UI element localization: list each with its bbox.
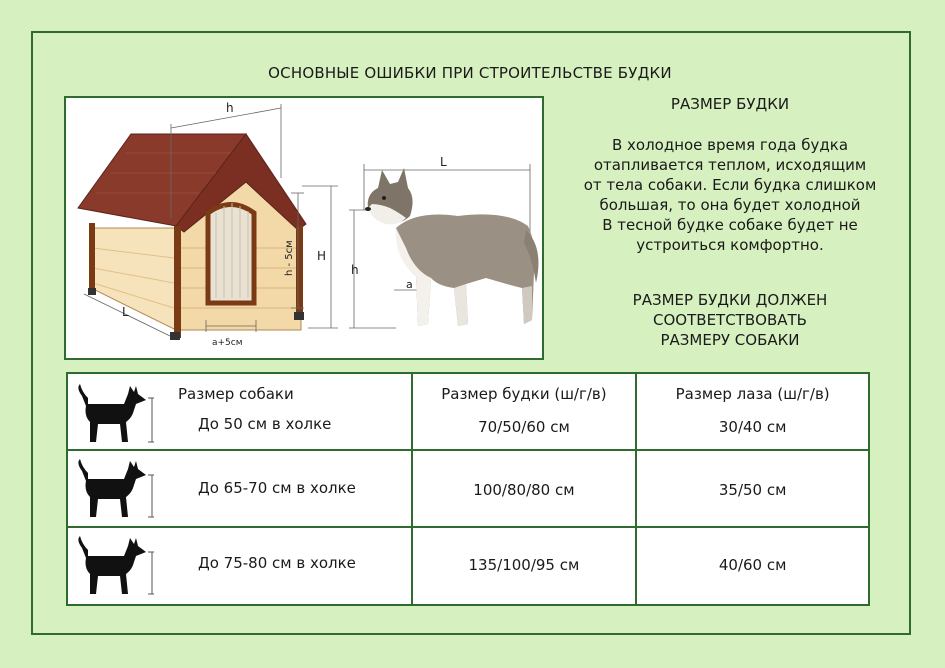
door-size-cell	[636, 373, 869, 450]
description-line: устроиться комфортно.	[636, 236, 824, 254]
husky-dog	[365, 168, 538, 326]
label-H: H	[317, 249, 327, 263]
house-size-cell	[412, 373, 637, 450]
door-size-value: 40/60 см	[718, 556, 787, 574]
house-post	[89, 223, 95, 293]
description-line: В тесной будке собаке будет не	[602, 216, 858, 234]
dog-silhouette-icon	[74, 534, 154, 600]
dog-silhouette-icon	[74, 382, 154, 448]
door-size-value: 30/40 см	[718, 418, 787, 436]
description-line: В холодное время года будка	[611, 136, 849, 154]
header-dog-size: Размер собаки	[178, 385, 294, 403]
label-a-door: a+5см	[212, 338, 243, 348]
description-line: отапливается теплом, исходящим	[593, 156, 867, 174]
measurement-illustration	[64, 96, 544, 360]
dog-size-value: До 75-80 см в холке	[198, 554, 356, 572]
label-h-minus: h - 5см	[284, 240, 295, 276]
house-size-cell	[412, 450, 637, 527]
house-size-value: 70/50/60 см	[478, 418, 570, 436]
conclusion-line: СООТВЕТСТВОВАТЬ	[653, 311, 807, 329]
size-table	[66, 372, 870, 606]
label-L-dog: L	[440, 155, 447, 169]
dog-size-value: До 50 см в холке	[198, 415, 332, 433]
label-L-house: L	[122, 305, 129, 319]
dog-size-value: До 65-70 см в холке	[198, 479, 356, 497]
label-a-dog: a	[406, 278, 413, 291]
dog-size-cell	[67, 373, 412, 450]
description-line: большая, то она будет холодной	[599, 196, 861, 214]
table-row	[67, 450, 869, 527]
size-heading: РАЗМЕР БУДКИ	[670, 95, 790, 113]
door-size-value: 35/50 см	[718, 481, 787, 499]
header-house-size: Размер будки (ш/г/в)	[441, 385, 607, 403]
door-size-cell	[636, 450, 869, 527]
size-description	[555, 135, 905, 255]
house-side-wall	[91, 228, 176, 330]
conclusion-line: РАЗМЕР БУДКИ ДОЛЖЕН	[632, 291, 828, 309]
illustration-svg	[66, 98, 544, 360]
dog-size-cell	[67, 450, 412, 527]
label-h-dog: h	[351, 263, 359, 277]
house-post	[296, 226, 303, 316]
page-title: ОСНОВНЫЕ ОШИБКИ ПРИ СТРОИТЕЛЬСТВЕ БУДКИ	[268, 64, 672, 82]
house-size-cell	[412, 527, 637, 605]
house-size-value: 100/80/80 см	[473, 481, 575, 499]
house-door	[208, 205, 254, 304]
house-size-value: 135/100/95 см	[468, 556, 580, 574]
dog-silhouette-icon	[74, 457, 154, 523]
door-size-cell	[636, 527, 869, 605]
table-row	[67, 373, 869, 450]
header-door-size: Размер лаза (ш/г/в)	[675, 385, 830, 403]
size-conclusion	[580, 290, 880, 350]
description-line: от тела собаки. Если будка слишком	[583, 176, 877, 194]
table-row	[67, 527, 869, 605]
conclusion-line: РАЗМЕРУ СОБАКИ	[660, 331, 800, 349]
label-h-top: h	[226, 101, 234, 115]
dog-size-cell	[67, 527, 412, 605]
house-post	[174, 226, 181, 338]
